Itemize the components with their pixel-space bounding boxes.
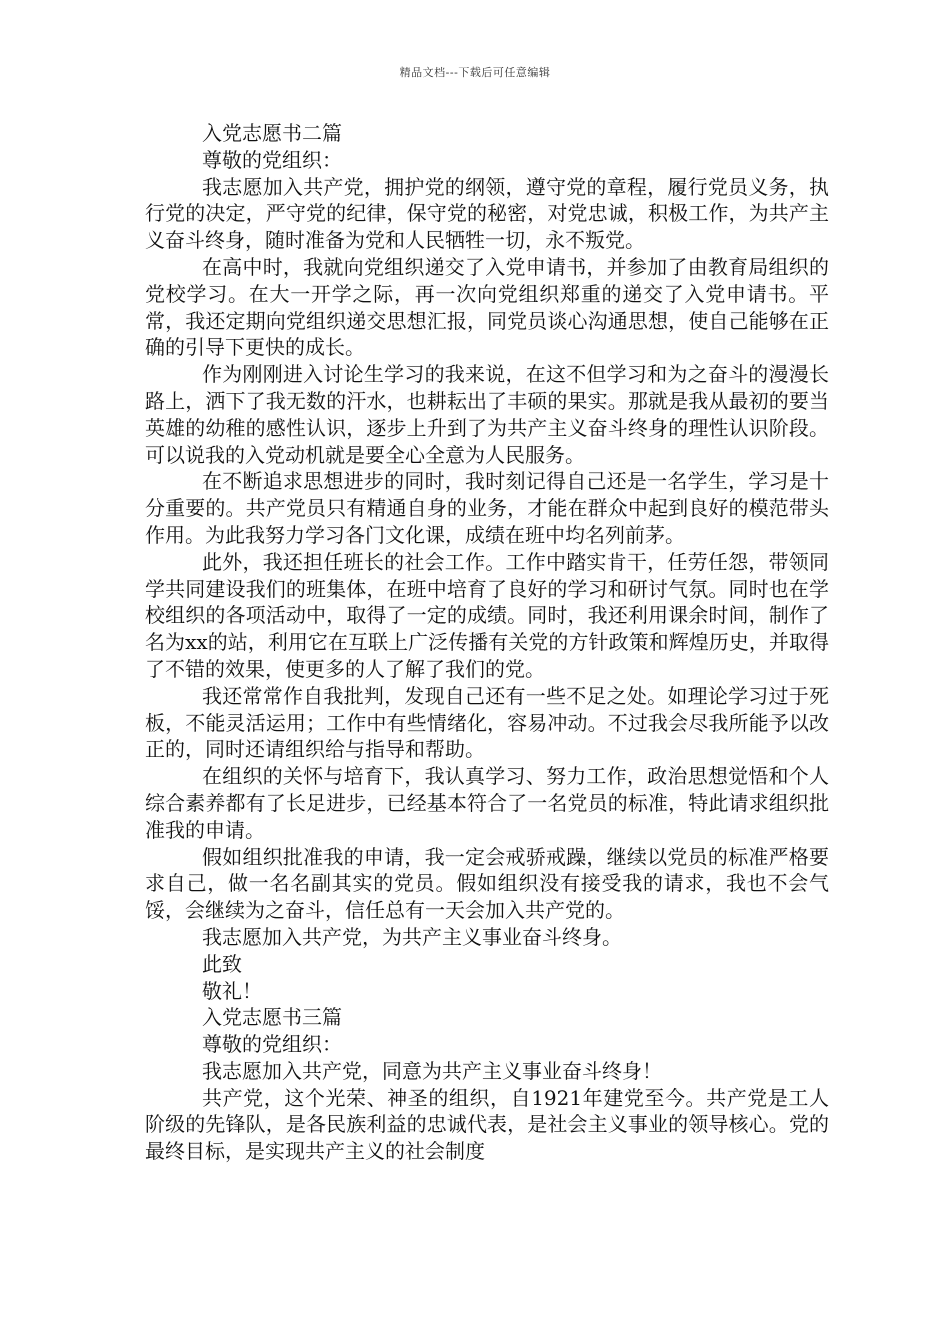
paragraph: 共产党，这个光荣、神圣的组织，自1921年建党至今。共产党是工人阶级的先锋队，是各民族利益的忠诚代表，是社会主义事业的领导核心。党的最终目标，是实现共产主义的社会制度 — [145, 1085, 829, 1164]
paragraph: 作为刚刚进入讨论生学习的我来说，在这不但学习和为之奋斗的漫漫长路上，洒下了我无数的汗水，也耕耘出了丰硕的果实。那就是我从最初的要当英雄的幼稚的感性认识，逐步上升到了为共产主义奋斗终身的理性认识阶段。可以说我的入党动机就是要全心全意为人民服务。 — [145, 362, 829, 467]
paragraph: 在高中时，我就向党组织递交了入党申请书，并参加了由教育局组织的党校学习。在大一开学之际，再一次向党组织郑重的递交了入党申请书。平常，我还定期向党组织递交思想汇报，同党员谈心沟通思想，使自己能够在正确的引导下更快的成长。 — [145, 254, 829, 360]
closing-line: 此致 — [202, 951, 242, 976]
paragraph: 在组织的关怀与培育下，我认真学习、努力工作，政治思想觉悟和个人综合素养都有了长足进步，已经基本符合了一名党员的标准，特此请求组织批准我的申请。 — [145, 764, 829, 842]
paragraph: 我志愿加入共产党，同意为共产主义事业奋斗终身！ — [202, 1058, 662, 1083]
paragraph: 我还常常作自我批判，发现自己还有一些不足之处。如理论学习过于死板，不能灵活运用；工作中有些情绪化，容易冲动。不过我会尽我所能予以改正的，同时还请组织给与指导和帮助。 — [145, 683, 829, 762]
paragraph: 我志愿加入共产党，拥护党的纲领，遵守党的章程，履行党员义务，执行党的决定，严守党的纪律，保守党的秘密，对党忠诚，积极工作，为共产主义奋斗终身，随时准备为党和人民牺牲一切，永不叛党。 — [145, 174, 829, 253]
paragraph: 此外，我还担任班长的社会工作。工作中踏实肯干，任劳任怨，带领同学共同建设我们的班集体，在班中培育了良好的学习和研讨气氛。同时也在学校组织的各项活动中，取得了一定的成绩。同时，我还利用课余时间，制作了名为xx的站，利用它在互联上广泛传播有关党的方针政策和辉煌历史，并取得了不错的效果，使更多的人了解了我们的党。 — [145, 549, 829, 681]
salutation: 尊敬的党组织： — [202, 1032, 342, 1057]
page-header: 精品文档---下载后可任意编辑 — [399, 66, 551, 79]
paragraph: 在不断追求思想进步的同时，我时刻记得自己还是一名学生，学习是十分重要的。共产党员只有精通自身的业务，才能在群众中起到良好的模范带头作用。为此我努力学习各门文化课，成绩在班中均名列前茅。 — [145, 469, 829, 547]
closing-line: 敬礼！ — [202, 978, 262, 1003]
section-title: 入党志愿书二篇 — [202, 121, 342, 145]
document-body — [145, 120, 829, 1165]
salutation: 尊敬的党组织： — [202, 147, 342, 172]
paragraph: 假如组织批准我的申请，我一定会戒骄戒躁，继续以党员的标准严格要求自己，做一名名副其实的党员。假如组织没有接受我的请求，我也不会气馁，会继续为之奋斗，信任总有一天会加入共产党的。 — [145, 844, 829, 923]
paragraph: 我志愿加入共产党，为共产主义事业奋斗终身。 — [202, 924, 622, 949]
section-title: 入党志愿书三篇 — [202, 1005, 342, 1030]
